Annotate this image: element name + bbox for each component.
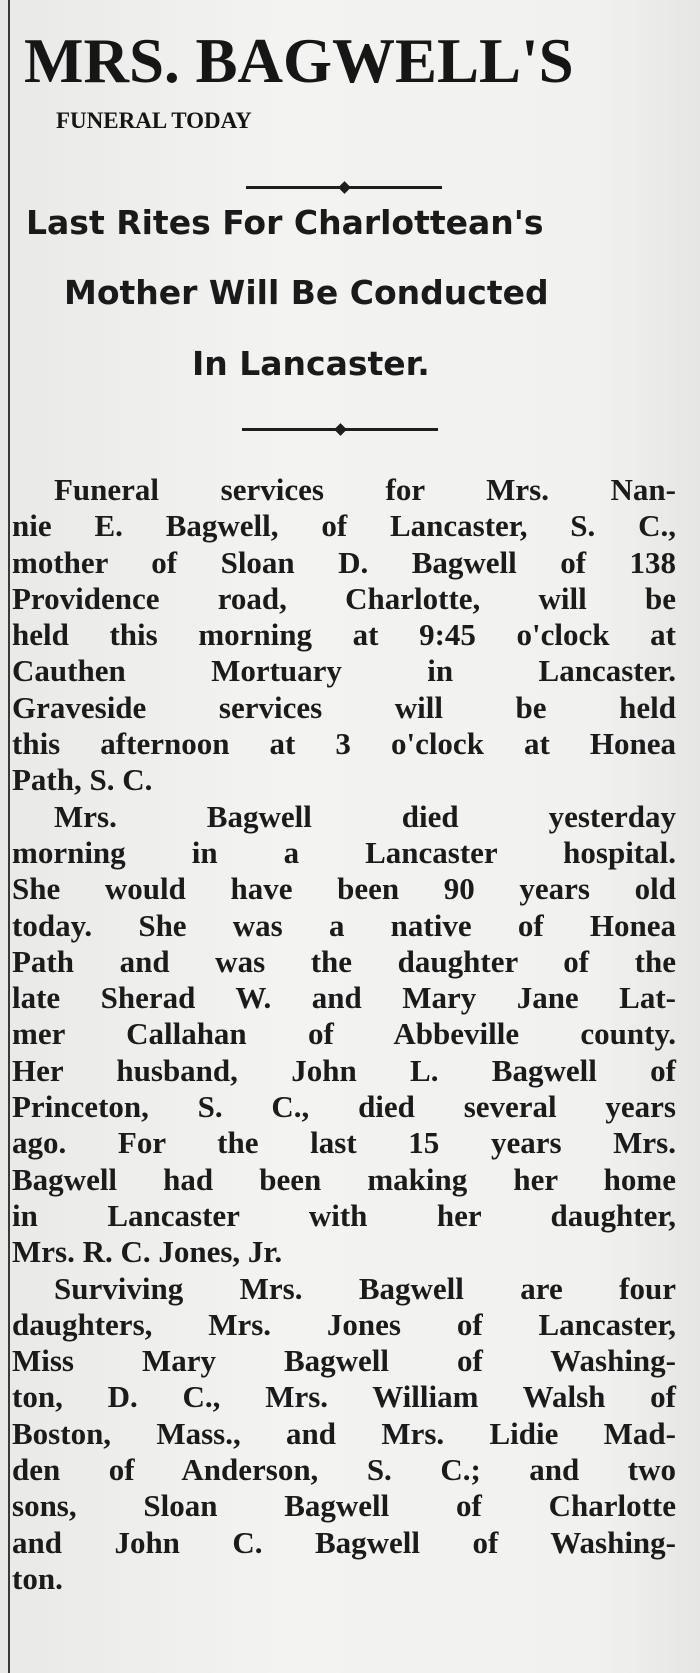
article-body-line: Her husband, John L. Bagwell of bbox=[12, 1052, 676, 1088]
article-body-line: sons, Sloan Bagwell of Charlotte bbox=[12, 1488, 676, 1524]
article-body-line: Graveside services will be held bbox=[12, 689, 676, 725]
article-body-line: this afternoon at 3 o'clock at Honea bbox=[12, 726, 676, 762]
article-body-line: Funeral services for Mrs. Nan- bbox=[54, 472, 676, 507]
headline-line-1: MRS. BAGWELL'S bbox=[24, 26, 574, 96]
deck-line-3: In Lancaster. bbox=[192, 344, 430, 383]
rule-diamond bbox=[338, 181, 351, 194]
article-body-line: Miss Mary Bagwell of Washing- bbox=[12, 1343, 676, 1379]
article-body-line: Path, S. C. bbox=[12, 762, 153, 798]
article-body-line: ton, D. C., Mrs. William Walsh of bbox=[12, 1379, 676, 1415]
article-body-line: Mrs. R. C. Jones, Jr. bbox=[12, 1234, 283, 1270]
article-body-line: in Lancaster with her daughter, bbox=[12, 1197, 676, 1233]
article-body-line: den of Anderson, S. C.; and two bbox=[12, 1452, 676, 1488]
article-body-line: and John C. Bagwell of Washing- bbox=[12, 1524, 676, 1560]
article-body-line: Bagwell had been making her home bbox=[12, 1161, 676, 1197]
article-body-line: ago. For the last 15 years Mrs. bbox=[12, 1125, 676, 1161]
deck-line-1: Last Rites For Charlottean's bbox=[26, 203, 544, 242]
headline-line-2: FUNERAL TODAY bbox=[56, 108, 252, 133]
article-body-line: morning in a Lancaster hospital. bbox=[12, 834, 676, 870]
ornamental-rule-bottom bbox=[242, 428, 438, 431]
article-body-line: She would have been 90 years old bbox=[12, 871, 676, 907]
article-body-line: Cauthen Mortuary in Lancaster. bbox=[12, 653, 676, 689]
rule-diamond bbox=[334, 423, 347, 436]
article-body-line: nie E. Bagwell, of Lancaster, S. C., bbox=[12, 508, 676, 544]
article-body-line: ton. bbox=[12, 1560, 63, 1596]
article-body-line: Providence road, Charlotte, will be bbox=[12, 580, 676, 616]
article-body bbox=[12, 472, 676, 1597]
article-body-line: Surviving Mrs. Bagwell are four bbox=[54, 1270, 676, 1306]
article-body-line: late Sherad W. and Mary Jane Lat- bbox=[12, 980, 676, 1016]
ornamental-rule-top bbox=[246, 186, 442, 189]
article-body-line: today. She was a native of Honea bbox=[12, 907, 676, 943]
article-body-line: Mrs. Bagwell died yesterday bbox=[54, 798, 676, 834]
article-body-line: daughters, Mrs. Jones of Lancaster, bbox=[12, 1306, 676, 1342]
article-body-line: Princeton, S. C., died several years bbox=[12, 1089, 676, 1125]
column-rule bbox=[8, 0, 10, 1673]
article-body-line: Boston, Mass., and Mrs. Lidie Mad- bbox=[12, 1415, 676, 1451]
article-body-line: mother of Sloan D. Bagwell of 138 bbox=[12, 544, 676, 580]
article-body-line: mer Callahan of Abbeville county. bbox=[12, 1016, 676, 1052]
article-body-line: Path and was the daughter of the bbox=[12, 943, 676, 979]
deck-line-2: Mother Will Be Conducted bbox=[64, 273, 549, 312]
article-body-line: held this morning at 9:45 o'clock at bbox=[12, 617, 676, 653]
